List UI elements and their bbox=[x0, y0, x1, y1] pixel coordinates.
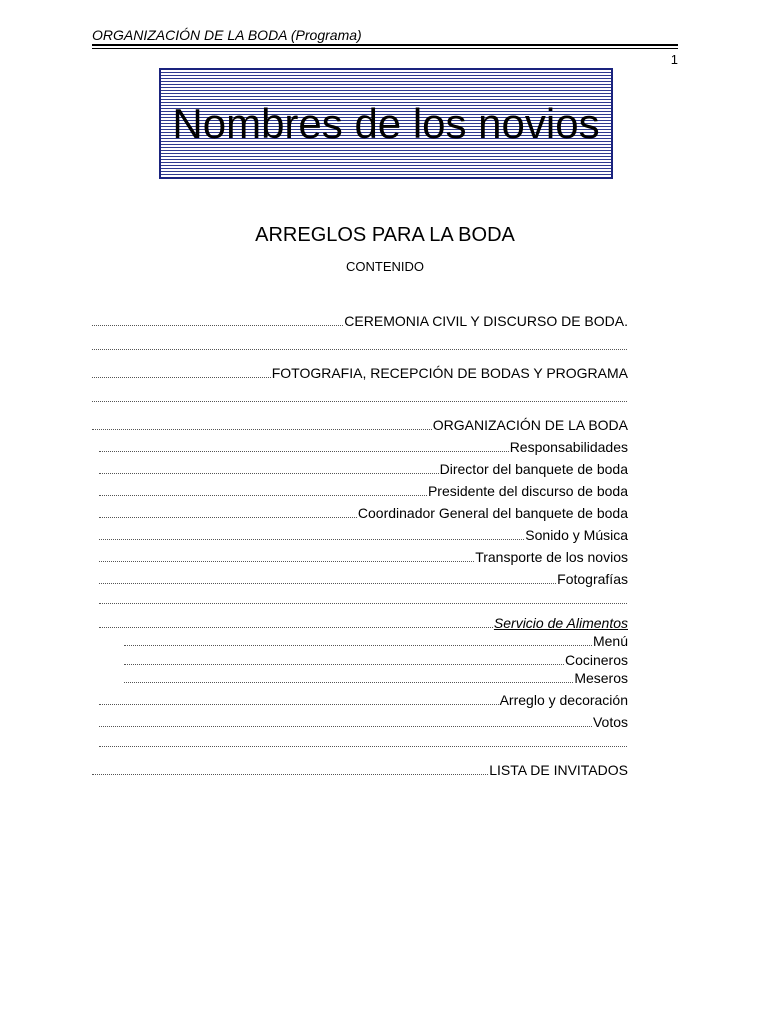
toc-entry-director bbox=[99, 457, 628, 477]
toc-entry-votos bbox=[99, 710, 628, 730]
toc-label: Transporte de los novios bbox=[475, 549, 628, 565]
toc-label: CEREMONIA CIVIL Y DISCURSO DE BODA. bbox=[344, 313, 628, 329]
toc-entry-menu bbox=[124, 629, 628, 649]
dot-leader bbox=[92, 324, 343, 326]
dot-leader bbox=[92, 376, 271, 378]
toc-label: Menú bbox=[592, 633, 628, 649]
dot-leader bbox=[99, 745, 627, 747]
dot-leader bbox=[92, 428, 432, 430]
dot-leader bbox=[99, 450, 509, 452]
toc-entry-transporte bbox=[99, 545, 628, 565]
toc-label: Presidente del discurso de boda bbox=[427, 483, 628, 499]
toc-label: LISTA DE INVITADOS bbox=[489, 762, 628, 778]
toc-label: Meseros bbox=[574, 670, 628, 686]
dot-leader bbox=[99, 560, 474, 562]
toc-label: Cocineros bbox=[564, 652, 628, 668]
dot-leader bbox=[124, 644, 592, 646]
toc-blank-line bbox=[99, 730, 628, 750]
dot-leader bbox=[99, 538, 524, 540]
dot-leader bbox=[99, 582, 556, 584]
toc-entry-meseros bbox=[124, 666, 628, 686]
toc-label: Arreglo y decoración bbox=[499, 692, 628, 708]
toc-entry-coordinador bbox=[99, 501, 628, 521]
title-text: Nombres de los novios bbox=[172, 99, 600, 147]
toc-label: Director del banquete de boda bbox=[439, 461, 628, 477]
toc-blank-line bbox=[92, 385, 628, 405]
toc-label: FOTOGRAFIA, RECEPCIÓN DE BODAS Y PROGRAMA bbox=[271, 365, 628, 381]
title-box bbox=[159, 68, 613, 179]
contents-subheading: CONTENIDO bbox=[346, 259, 424, 274]
toc-label: ORGANIZACIÓN DE LA BODA bbox=[432, 417, 628, 433]
header-rule-thin bbox=[92, 48, 678, 49]
toc-entry-servicio bbox=[99, 611, 628, 631]
dot-leader bbox=[99, 494, 427, 496]
toc-entry-fotografias bbox=[99, 567, 628, 587]
dot-leader bbox=[92, 400, 627, 402]
toc-label: Fotografías bbox=[557, 571, 628, 587]
dot-leader bbox=[99, 725, 592, 727]
toc-label: Coordinador General del banquete de boda bbox=[357, 505, 628, 521]
toc-label: Servicio de Alimentos bbox=[493, 615, 628, 631]
toc-label: Votos bbox=[592, 714, 628, 730]
toc-entry-organizacion bbox=[92, 413, 628, 433]
dot-leader bbox=[92, 773, 488, 775]
dot-leader bbox=[99, 602, 627, 604]
header-rule-thick bbox=[92, 44, 678, 46]
toc-entry-arreglo bbox=[99, 688, 628, 708]
dot-leader bbox=[124, 681, 573, 683]
dot-leader bbox=[99, 626, 493, 628]
toc-blank-line bbox=[99, 587, 628, 607]
dot-leader bbox=[99, 703, 499, 705]
document-header: ORGANIZACIÓN DE LA BODA (Programa) bbox=[92, 27, 362, 43]
toc-entry-ceremonia bbox=[92, 309, 628, 329]
toc-entry-presidente bbox=[99, 479, 628, 499]
toc-entry-lista bbox=[92, 758, 628, 778]
toc-label: Sonido y Música bbox=[525, 527, 628, 543]
dot-leader bbox=[99, 516, 357, 518]
toc-blank-line bbox=[92, 333, 628, 353]
dot-leader bbox=[99, 472, 439, 474]
dot-leader bbox=[124, 663, 564, 665]
toc-entry-cocineros bbox=[124, 648, 628, 668]
toc-entry-sonido bbox=[99, 523, 628, 543]
main-heading: ARREGLOS PARA LA BODA bbox=[255, 224, 515, 246]
toc-entry-responsabilidades bbox=[99, 435, 628, 455]
dot-leader bbox=[92, 348, 627, 350]
page-number: 1 bbox=[670, 52, 678, 67]
toc-label: Responsabilidades bbox=[509, 439, 628, 455]
toc-entry-fotografia bbox=[92, 361, 628, 381]
